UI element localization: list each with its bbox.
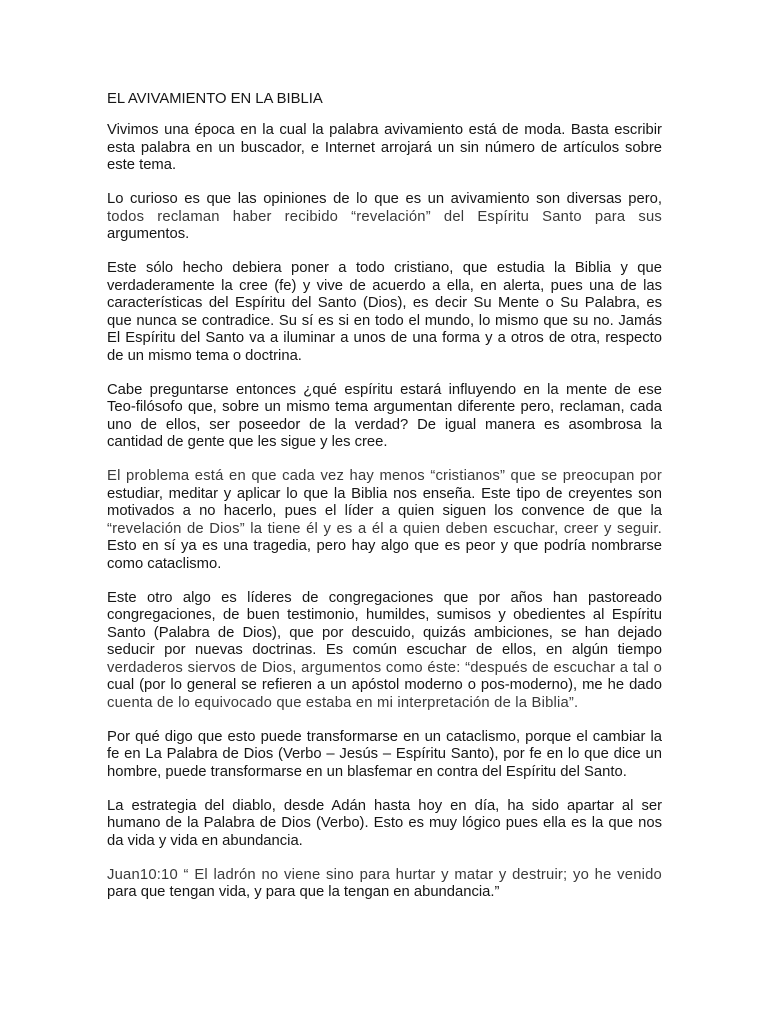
paragraph-line: Juan10:10 “ El ladrón no viene sino para hurtar y matar y destruir; yo he venido bbox=[107, 866, 662, 883]
paragraph-8 bbox=[107, 798, 662, 851]
paragraph-line: Santo (Palabra de Dios), que por descuido, quizás ambiciones, se han dejado bbox=[107, 624, 662, 641]
paragraph-line: Esto en sí ya es una tragedia, pero hay algo que es peor y que podría nombrarse bbox=[107, 538, 662, 554]
paragraph-line: este tema. bbox=[107, 157, 177, 173]
paragraph-line: La estrategia del diablo, desde Adán hasta hoy en día, ha sido apartar al ser bbox=[107, 797, 662, 814]
paragraph-line: congregaciones, de buen testimonio, humildes, sumisos y obedientes al Espíritu bbox=[107, 607, 662, 623]
paragraph-line: humano de la Palabra de Dios (Verbo). Esto es muy lógico pues ella es la que nos bbox=[107, 815, 662, 831]
paragraph-2 bbox=[107, 191, 662, 244]
paragraph-line: todos reclaman haber recibido “revelación” del Espíritu Santo para sus bbox=[107, 208, 662, 225]
scripture-quote bbox=[107, 867, 662, 902]
paragraph-line: de un mismo tema o doctrina. bbox=[107, 347, 302, 364]
paragraph-line: características del Espíritu del Santo (Dios), es decir Su Mente o Su Palabra, es bbox=[107, 295, 662, 311]
paragraph-line: verdaderos siervos de Dios, argumentos como éste: “después de escuchar a tal o bbox=[107, 659, 662, 676]
paragraph-line: hombre, puede transformarse en un blasfemar en contra del Espíritu del Santo. bbox=[107, 763, 627, 780]
paragraph-line: Teo-filósofo que, sobre un mismo tema argumentan diferente pero, reclaman, cada bbox=[107, 399, 662, 415]
paragraph-line: Este sólo hecho debiera poner a todo cristiano, que estudia la Biblia y que bbox=[107, 260, 662, 276]
paragraph-line: que nunca se contradice. Su sí es si en todo el mundo, lo mismo que su no. Jamás bbox=[107, 312, 662, 329]
paragraph-line: Lo curioso es que las opiniones de lo que es un avivamiento son diversas pero, bbox=[107, 191, 662, 207]
paragraph-line: Este otro algo es líderes de congregaciones que por años han pastoreado bbox=[107, 589, 662, 606]
paragraph-3 bbox=[107, 260, 662, 365]
paragraph-line: como cataclismo. bbox=[107, 555, 222, 572]
paragraph-line: esta palabra en un buscador, e Internet arrojará un sin número de artículos sobre bbox=[107, 139, 662, 156]
paragraph-line: fe en La Palabra de Dios (Verbo – Jesús – Espíritu Santo), por fe en lo que dice un bbox=[107, 746, 662, 762]
document-title: EL AVIVAMIENTO EN LA BIBLIA bbox=[107, 91, 323, 107]
paragraph-line: Cabe preguntarse entonces ¿qué espíritu estará influyendo en la mente de ese bbox=[107, 381, 662, 398]
paragraph-line: argumentos. bbox=[107, 226, 190, 242]
paragraph-line: “revelación de Dios” la tiene él y es a él a quien deben escuchar, creer y seguir. bbox=[107, 520, 662, 537]
paragraph-7 bbox=[107, 729, 662, 782]
paragraph-line: uno de ellos, ser poseedor de la verdad? De igual manera es asombrosa la bbox=[107, 416, 662, 433]
paragraph-5 bbox=[107, 468, 662, 573]
paragraph-line: da vida y vida en abundancia. bbox=[107, 832, 303, 849]
paragraph-1 bbox=[107, 122, 662, 175]
paragraph-line: cual (por lo general se refieren a un apóstol moderno o pos-moderno), me he dado bbox=[107, 677, 662, 693]
paragraph-line: motivados a no hacerlo, pues el líder a quien siguen los convence de que la bbox=[107, 503, 662, 519]
paragraph-line: para que tengan vida, y para que la tengan en abundancia.” bbox=[107, 884, 500, 900]
paragraph-line: verdaderamente la cree (fe) y vive de acuerdo a ella, en alerta, pues una de las bbox=[107, 277, 662, 294]
paragraph-line: El problema está en que cada vez hay menos “cristianos” que se preocupan por bbox=[107, 468, 662, 484]
document-body bbox=[107, 91, 662, 918]
paragraph-line: seducir por nuevas doctrinas. Es común escuchar de ellos, en algún tiempo bbox=[107, 642, 662, 658]
paragraph-line: cuenta de lo equivocado que estaba en mi interpretación de la Biblia”. bbox=[107, 694, 579, 711]
paragraph-line: cantidad de gente que les sigue y les cree. bbox=[107, 434, 388, 450]
paragraph-line: Por qué digo que esto puede transformarse en un cataclismo, porque el cambiar la bbox=[107, 728, 662, 745]
paragraph-line: Vivimos una época en la cual la palabra avivamiento está de moda. Basta escribir bbox=[107, 122, 662, 138]
paragraph-line: El Espíritu del Santo va a iluminar a unos de una forma y a otros de otra, respecto bbox=[107, 330, 662, 346]
paragraph-4 bbox=[107, 382, 662, 452]
paragraph-6 bbox=[107, 590, 662, 713]
paragraph-line: estudiar, meditar y aplicar lo que la Biblia nos enseña. Este tipo de creyentes son bbox=[107, 485, 662, 502]
